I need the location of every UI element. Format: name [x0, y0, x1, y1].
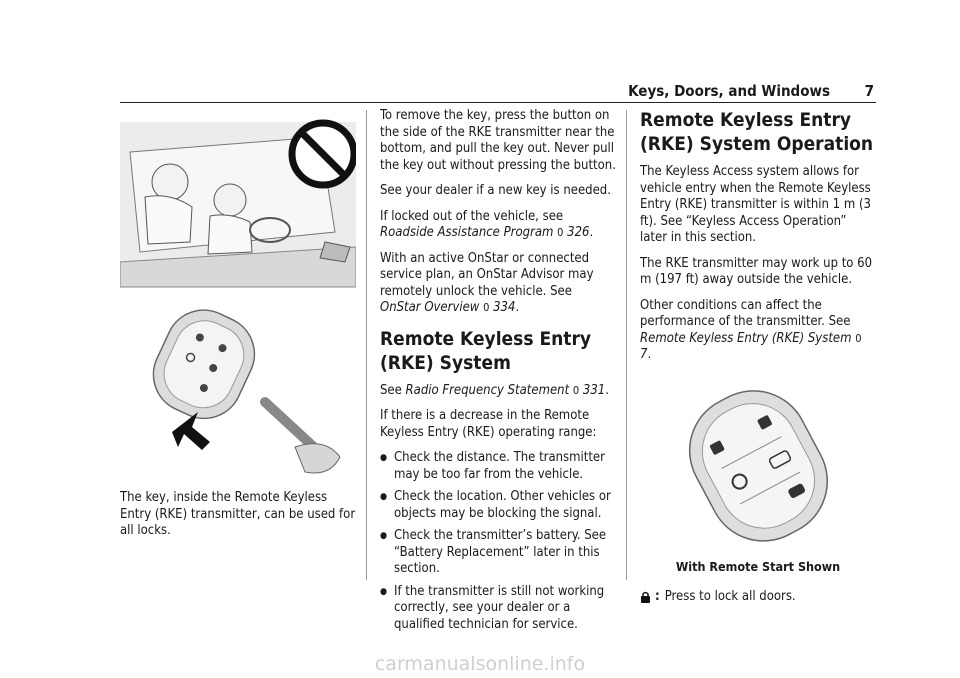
paragraph: The Keyless Access system allows for vehicle entry when the Remote Keyless Entry (RKE) transmitter is within 1 m (3 ft). See “Keyless Access Operation” later in this section. — [640, 164, 871, 245]
paragraph: If there is a decrease in the Remote Keyless Entry (RKE) operating range: — [380, 408, 597, 440]
page-ref[interactable]: 326 — [567, 225, 590, 240]
lock-description: : Press to lock all doors. — [640, 589, 876, 606]
watermark: carmanualsonline.info — [374, 653, 586, 675]
paragraph: If locked out of the vehicle, see Roadside Assistance Program 0 326. — [380, 208, 594, 240]
key-fob-illustration — [120, 292, 356, 482]
list-item: ● Check the distance. The transmitter may be too far from the vehicle. — [380, 450, 616, 483]
bullet-list — [380, 450, 616, 633]
page-ref-arrow-icon: 0 — [855, 331, 862, 345]
cross-reference-link[interactable]: Roadside Assistance Program — [380, 225, 554, 240]
column-3 — [640, 108, 876, 606]
column-divider — [366, 110, 367, 580]
cross-reference-link[interactable]: Radio Frequency Statement — [405, 382, 570, 398]
column-1 — [120, 112, 356, 549]
list-item: ● Check the transmitter’s battery. See “Battery Replacement” later in this section. — [380, 528, 616, 578]
lock-icon — [640, 591, 651, 603]
paragraph: Other conditions can affect the performance of the transmitter. See Remote Keyless Entry (RKE) System 0 7. — [640, 297, 862, 362]
page-ref[interactable]: 331 — [582, 382, 606, 398]
paragraph: The RKE transmitter may work up to 60 m (197 ft) away outside the vehicle. — [640, 255, 873, 287]
page-ref[interactable]: 7 — [640, 347, 648, 362]
children-in-car-illustration — [120, 112, 356, 292]
section-heading: Remote Keyless Entry (RKE) System — [380, 327, 592, 374]
list-item: ● Check the location. Other vehicles or objects may be blocking the signal. — [380, 489, 616, 522]
page-number: 7 — [864, 82, 874, 100]
cross-reference-link[interactable]: Remote Keyless Entry (RKE) System — [640, 330, 852, 346]
remote-start-fob-illustration — [640, 373, 876, 553]
page-ref-arrow-icon: 0 — [557, 226, 564, 239]
lock-text: Press to lock all doors. — [664, 589, 796, 604]
cross-reference-link[interactable]: OnStar Overview — [380, 300, 480, 315]
page-header — [120, 80, 876, 103]
paragraph: With an active OnStar or connected service plan, an OnStar Advisor may remotely unlock the vehicle. See OnStar Overview 0 334. — [380, 250, 594, 315]
figure-caption: The key, inside the Remote Keyless Entry (RKE) transmitter, can be used for all locks. — [120, 490, 356, 538]
section-heading: Remote Keyless Entry (RKE) System Operation — [640, 109, 874, 155]
page-ref[interactable]: 334 — [493, 300, 516, 315]
section-title: Keys, Doors, and Windows — [628, 82, 830, 100]
page-ref-arrow-icon: 0 — [483, 301, 490, 314]
paragraph: See Radio Frequency Statement 0 331. — [380, 382, 609, 398]
page-ref-arrow-icon: 0 — [572, 383, 580, 397]
paragraph: To remove the key, press the button on the side of the RKE transmitter near the bottom, and pull the key out. Never pull the key out without pressing the button. — [380, 108, 616, 173]
column-2 — [380, 108, 616, 639]
paragraph: See your dealer if a new key is needed. — [380, 183, 611, 198]
figure-caption: With Remote Start Shown — [675, 558, 841, 574]
column-divider — [626, 110, 627, 580]
list-item: ● If the transmitter is still not working correctly, see your dealer or a qualified technician for service. — [380, 584, 616, 634]
